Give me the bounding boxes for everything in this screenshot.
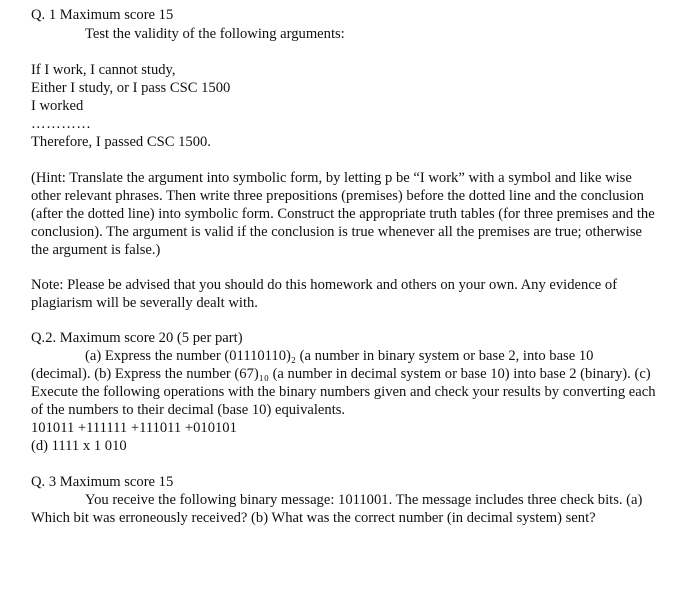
q1-instruction: Test the validity of the following arguments: <box>85 26 345 42</box>
q1-hint-line-5: the argument is false.) <box>31 242 161 258</box>
q1-hint-line-4: conclusion). The argument is valid if the conclusion is true whenever all the premises are true; otherwise <box>31 224 642 240</box>
q2-body-line-3: Execute the following operations with the binary numbers given and check your results by converting each <box>31 384 656 400</box>
q1-hint-line-3: (after the dotted line) into symbolic form. Construct the appropriate truth tables (for three premises and the <box>31 206 655 222</box>
q1-hint-line-2: other relevant phrases. Then write three prepositions (premises) before the dotted line and the conclusion <box>31 188 644 204</box>
q2-operation-1: 101011 +111111 +111011 +010101 <box>31 420 237 436</box>
q2-body-line-2: (decimal). (b) Express the number (67)₁₀ (a number in decimal system or base 10) into base 2 (binary). (c) <box>31 366 651 382</box>
q1-note-line-2: plagiarism will be severally dealt with. <box>31 295 258 311</box>
q2-body-line-1: (a) Express the number (01110110)₂ (a number in binary system or base 2, into base 10 <box>85 348 594 364</box>
q1-heading: Q. 1 Maximum score 15 <box>31 7 174 23</box>
q3-heading: Q. 3 Maximum score 15 <box>31 474 174 490</box>
q1-hint-line-1: (Hint: Translate the argument into symbolic form, by letting p be “I work” with a symbol and like wise <box>31 170 632 186</box>
q1-dotted-separator: ………… <box>31 116 92 132</box>
q3-body-line-2: Which bit was erroneously received? (b) What was the correct number (in decimal system) sent? <box>31 510 596 526</box>
q1-premise-3: I worked <box>31 98 84 114</box>
q2-body-line-4: of the numbers to their decimal (base 10) equivalents. <box>31 402 346 418</box>
q1-conclusion: Therefore, I passed CSC 1500. <box>31 134 211 150</box>
q1-premise-2: Either I study, or I pass CSC 1500 <box>31 80 231 96</box>
q3-body-line-1: You receive the following binary message: 1011001. The message includes three check bits. (a) <box>85 492 643 508</box>
q2-operation-2: (d) 1111 x 1 010 <box>31 438 127 454</box>
q1-premise-1: If I work, I cannot study, <box>31 62 176 78</box>
q1-note-line-1: Note: Please be advised that you should do this homework and others on your own. Any evidence of <box>31 277 618 293</box>
q2-heading: Q.2. Maximum score 20 (5 per part) <box>31 330 243 346</box>
